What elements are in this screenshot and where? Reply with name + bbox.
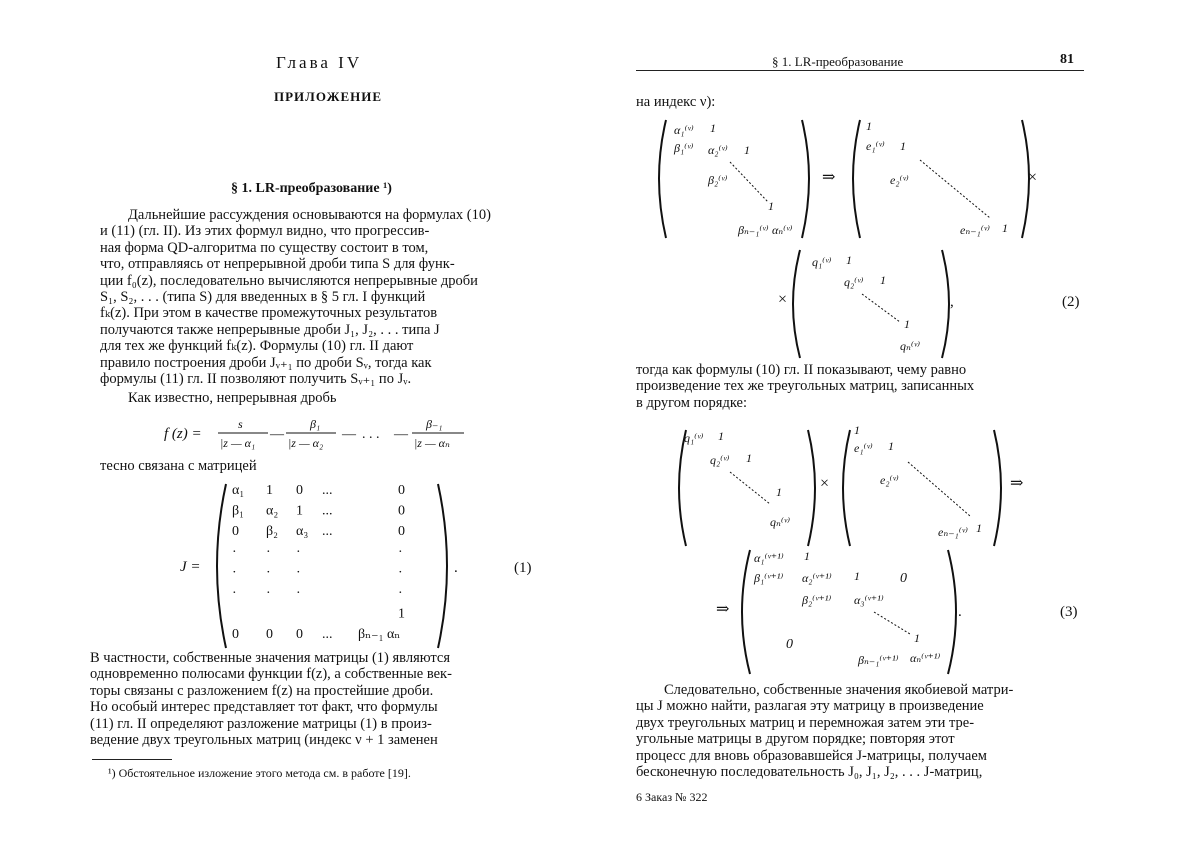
- matrix-entry: eₙ₋₁⁽ᵛ⁾: [960, 223, 990, 237]
- matrix-entry: β₂⁽ᵛ⁾: [708, 173, 728, 187]
- matrix-entry: 1: [744, 143, 750, 157]
- matrix-entry: 1: [904, 317, 910, 331]
- fraction-dots: . . .: [362, 427, 380, 442]
- matrix-entry: ...: [322, 524, 333, 540]
- matrix-entry: αₙ⁽ᵛ⁺¹⁾: [910, 651, 941, 665]
- matrix-entry: ...: [322, 483, 333, 498]
- chapter-title: Глава IV: [276, 53, 363, 72]
- text-line: Следовательно, собственные значения якобиевой матри-: [664, 682, 1014, 698]
- matrix-entry: 1: [900, 139, 906, 153]
- matrix-entry: e₁⁽ᵛ⁾: [866, 139, 885, 153]
- matrix-entry: 1: [1002, 221, 1008, 235]
- matrix-entry: β₂: [266, 524, 279, 540]
- bracket-left: [217, 484, 226, 648]
- text-line: бесконечную последовательность J₀, J₁, J₂, . . . J-матриц,: [636, 764, 983, 781]
- matrix-entry: q₁⁽ᵛ⁾: [684, 431, 704, 445]
- matrix-entry: αₙ⁽ᵛ⁾: [772, 223, 793, 237]
- page-number: 81: [1060, 52, 1074, 67]
- text-line: тогда как формулы (10) гл. II показывают, чему равно: [636, 362, 967, 378]
- text-line: на индекс ν):: [636, 94, 716, 110]
- formula-lhs: f (z) =: [164, 426, 202, 442]
- text-line: формулы (11) гл. II позволяют получить Sᵥ₊₁ по Jᵥ.: [100, 371, 412, 388]
- text-line: цы J можно найти, разлагая эту матрицу в произведение: [636, 698, 984, 715]
- bracket-right: [438, 484, 447, 648]
- matrix-entry: 1: [768, 199, 774, 213]
- matrix-entry: 0: [232, 524, 239, 540]
- text-line: S₁, S₂, . . . (типа S) для введенных в § 5 гл. I функций: [100, 289, 426, 306]
- matrix-entry: q₂⁽ᵛ⁾: [844, 275, 864, 289]
- matrix-entry: ·: [266, 565, 271, 581]
- matrix-entry: 0: [900, 571, 907, 586]
- arrow-icon: ⇒: [822, 169, 836, 186]
- svg-text:—: —: [342, 427, 356, 442]
- text-line: (11) гл. II определяют разложение матрицы (1) в произ-: [90, 715, 432, 732]
- matrix-entry: ·: [232, 544, 237, 560]
- matrix-entry: α₁⁽ᵛ⁾: [674, 123, 694, 137]
- matrix-entry: 0: [398, 503, 405, 519]
- matrix-entry: α₁: [232, 483, 245, 498]
- arrow-icon: ⇒: [716, 601, 730, 618]
- matrix-entry: 1: [398, 606, 405, 622]
- matrix-entry: ...: [322, 627, 333, 643]
- matrix-entry: 1: [776, 485, 782, 499]
- text-line: ции f₀(z), последовательно вычисляются непрерывные дроби: [100, 272, 478, 289]
- svg-text:.: .: [454, 560, 458, 576]
- matrix-entry: 0: [786, 637, 793, 652]
- matrix-entry: βₙ₋₁⁽ᵛ⁾: [738, 223, 769, 237]
- matrix-entry: α₃: [296, 524, 309, 540]
- equation-3: [674, 416, 1094, 678]
- matrix-entry: 0: [296, 483, 303, 498]
- matrix-entry: 1: [888, 439, 894, 453]
- equation-2: [650, 110, 1090, 360]
- matrix-entry: α₂⁽ᵛ⁾: [708, 143, 728, 157]
- top-line: [636, 94, 936, 110]
- fraction-numerator: s: [238, 417, 243, 431]
- matrix-entry: 1: [710, 121, 716, 135]
- matrix-label: J =: [180, 559, 201, 575]
- arrow-icon: ⇒: [1010, 475, 1024, 492]
- text-line: Как известно, непрерывная дробь: [128, 390, 337, 406]
- text-line: и (11) (гл. II). Из этих формул видно, что прогрессив-: [100, 223, 430, 240]
- text-line: ведение двух треугольных матриц (индекс ν + 1 заменен: [90, 732, 438, 749]
- matrix-entry: 0: [266, 627, 273, 643]
- matrix-entry: 1: [846, 253, 852, 267]
- matrix-entry: 1: [866, 119, 872, 133]
- matrix-entry: e₂⁽ᵛ⁾: [890, 173, 909, 187]
- printer-footer: 6 Заказ № 322: [636, 790, 708, 804]
- matrix-entry: β₁: [232, 503, 245, 519]
- subsection-heading: § 1. LR-преобразование ¹): [231, 181, 392, 196]
- text-line: торы связаны с разложением f(z) на простейшие дроби.: [90, 682, 434, 699]
- matrix-entry: 1: [854, 569, 860, 583]
- matrix-entry: e₁⁽ᵛ⁾: [854, 441, 873, 455]
- fraction-denominator: |z — αₙ: [414, 436, 450, 450]
- matrix-entry: βₙ₋₁⁽ᵛ⁺¹⁾: [858, 653, 899, 667]
- footnote-rule: [92, 759, 172, 760]
- equation-number: (1): [514, 560, 532, 576]
- matrix-entry: 1: [718, 429, 724, 443]
- matrix-entry: 1: [746, 451, 752, 465]
- text-line: процесс для вновь образовавшейся J-матрицы, получаем: [636, 747, 987, 764]
- text-line: тесно связана с матрицей: [100, 458, 257, 474]
- paragraph-1: [100, 207, 542, 387]
- matrix-entry: β₁⁽ᵛ⁺¹⁾: [754, 571, 784, 585]
- matrix-entry: 1: [976, 521, 982, 535]
- text-line: двух треугольных матриц и перемножая затем эти тре-: [636, 714, 975, 731]
- paragraph-2: [636, 682, 1080, 780]
- matrix-entry: 0: [398, 524, 405, 540]
- matrix-entry: q₂⁽ᵛ⁾: [710, 453, 730, 467]
- times-icon: ×: [820, 475, 830, 492]
- paragraph-2: [128, 390, 528, 406]
- matrix-entry: 1: [266, 483, 273, 498]
- svg-text:.: .: [958, 604, 962, 620]
- text-line: произведение тех же треугольных матриц, записанных: [636, 378, 975, 395]
- svg-text:—: —: [394, 427, 408, 442]
- matrix-entry: ·: [266, 544, 271, 560]
- text-line: В частности, собственные значения матрицы (1) являются: [90, 650, 451, 666]
- matrix-entry: ·: [296, 565, 301, 581]
- fraction-denominator: |z — α₂: [288, 436, 324, 450]
- svg-text:,: ,: [950, 294, 954, 310]
- text-line: fₖ(z). При этом в качестве промежуточных результатов: [100, 305, 438, 322]
- matrix-entry: α₂⁽ᵛ⁺¹⁾: [802, 571, 832, 585]
- footnote: ¹) Обстоятельное изложение этого метода см. в работе [19].: [108, 766, 411, 780]
- formula-continued-fraction: [160, 414, 480, 458]
- fraction-denominator: |z — α₁: [220, 436, 256, 450]
- matrix-entry: α₁⁽ᵛ⁺¹⁾: [754, 551, 784, 565]
- text-line: Но особый интерес представляет тот факт, что формулы: [90, 699, 438, 716]
- matrix-entry: ·: [296, 586, 301, 601]
- matrix-entry: q₁⁽ᵛ⁾: [812, 255, 832, 269]
- text-line: угольные матрицы в другом порядке; повторяя этот: [636, 731, 955, 748]
- section-heading: ПРИЛОЖЕНИЕ: [274, 89, 383, 104]
- matrix-entry: ·: [232, 565, 237, 581]
- text-line: для тех же функций fₖ(z). Формулы (10) гл. II дают: [100, 338, 414, 355]
- fraction-numerator: β₁: [310, 417, 321, 431]
- text-line: в другом порядке:: [636, 394, 747, 411]
- matrix-entry: ·: [398, 565, 403, 581]
- text-line: Дальнейшие рассуждения основываются на формулах (10): [128, 207, 491, 223]
- matrix-entry: ·: [296, 544, 301, 560]
- matrix-entry: qₙ⁽ᵛ⁾: [900, 339, 921, 353]
- text-line: что, отправляясь от непрерывной дроби типа S для функ-: [100, 256, 455, 273]
- matrix-entry: eₙ₋₁⁽ᵛ⁾: [938, 525, 968, 539]
- running-head: § 1. LR-преобразование: [772, 54, 904, 69]
- matrix-entry: α₃⁽ᵛ⁺¹⁾: [854, 593, 884, 607]
- matrix-entry: e₂⁽ᵛ⁾: [880, 473, 899, 487]
- matrix-entry: 1: [296, 503, 303, 519]
- matrix-entry: qₙ⁽ᵛ⁾: [770, 515, 791, 529]
- matrix-entry: 1: [914, 631, 920, 645]
- text-line: правило построения дроби Jᵥ₊₁ по дроби Sᵥ, тогда как: [100, 354, 432, 371]
- matrix-entry: 1: [854, 423, 860, 437]
- matrix-cells: [232, 483, 405, 642]
- matrix-entry: β₁⁽ᵛ⁾: [674, 141, 694, 155]
- paragraph-3: [90, 650, 532, 748]
- matrix-entry: 0: [232, 627, 239, 643]
- matrix-entry: ...: [322, 503, 333, 519]
- fraction-numerator: β₋₁: [426, 417, 443, 431]
- matrix-entry: β₂⁽ᵛ⁺¹⁾: [802, 593, 832, 607]
- matrix-entry: α₂: [266, 503, 279, 519]
- matrix-entry: 0: [398, 483, 405, 498]
- right-page: [600, 0, 1200, 848]
- matrix-j: [170, 478, 550, 654]
- matrix-intro: [100, 458, 400, 474]
- matrix-entry: 1: [880, 273, 886, 287]
- equation-number: (2): [1062, 294, 1080, 310]
- paragraph-1: [636, 362, 1080, 411]
- matrix-entry: ·: [266, 586, 271, 601]
- matrix-entry: ·: [398, 586, 403, 601]
- header-rule: [636, 70, 1084, 71]
- matrix-entry: ·: [232, 586, 237, 601]
- matrix-entry: 0: [296, 627, 303, 643]
- equation-number: (3): [1060, 604, 1078, 620]
- svg-text:×: ×: [778, 291, 788, 308]
- matrix-entry: 1: [804, 549, 810, 563]
- matrix-entry: ·: [398, 544, 403, 560]
- svg-text:—: —: [270, 427, 284, 442]
- text-line: ная форма QD-алгоритма по существу состоит в том,: [100, 239, 429, 256]
- matrix-entry: βₙ₋₁ αₙ: [358, 627, 401, 643]
- times-icon: ×: [1028, 169, 1038, 186]
- text-line: одновременно полюсами функции f(z), а собственные век-: [90, 666, 452, 683]
- text-line: получаются также непрерывные дроби J₁, J₂, . . . типа J: [100, 321, 440, 338]
